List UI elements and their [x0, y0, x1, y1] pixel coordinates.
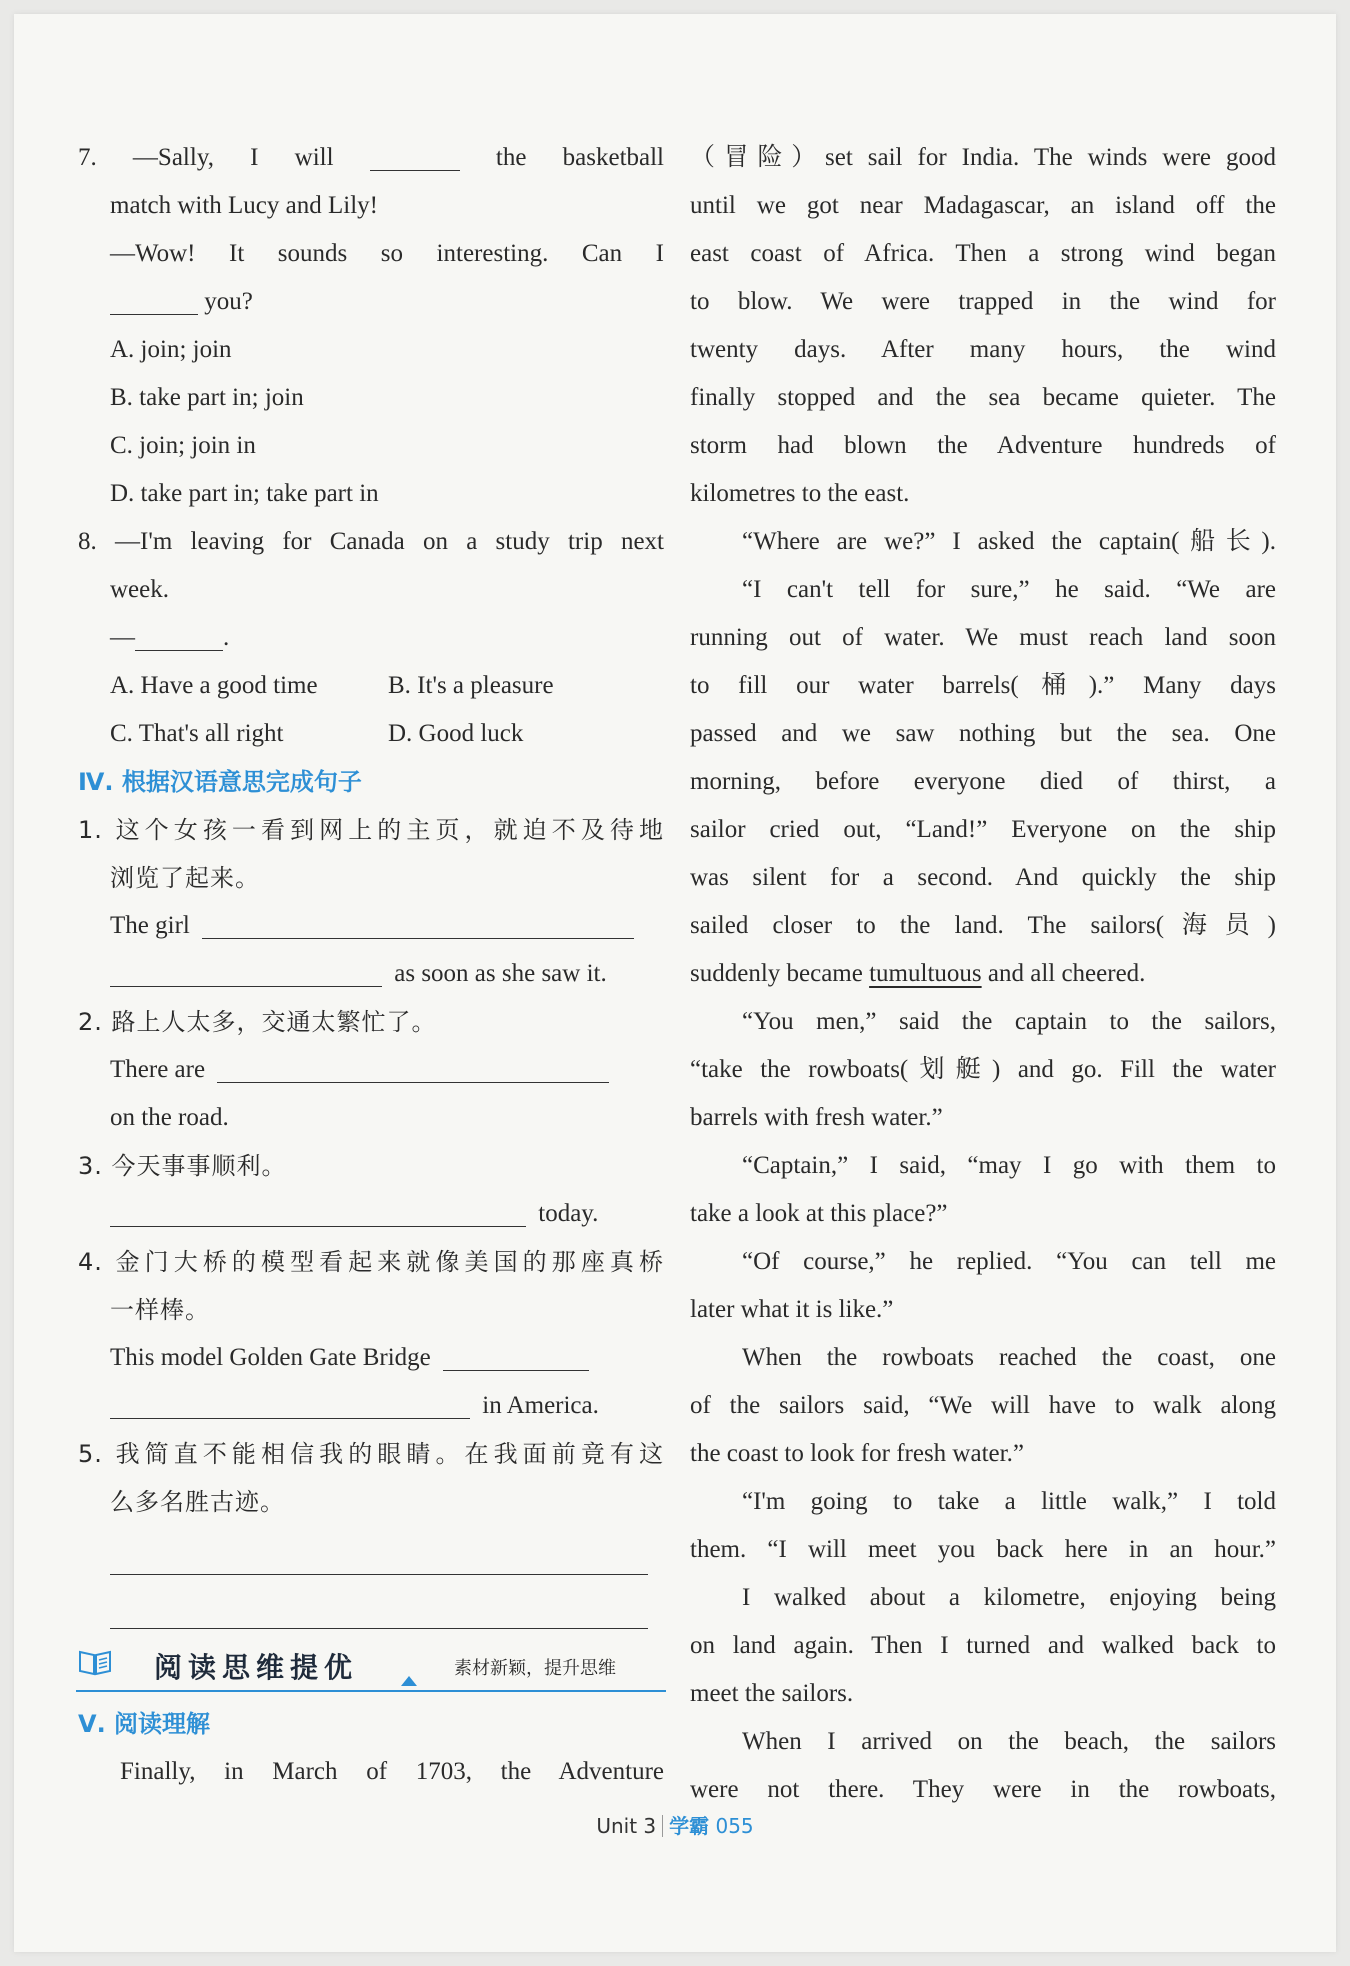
workbook-page — [14, 14, 1336, 1952]
section-4-heading: Ⅳ. 根据汉语意思完成句子 — [78, 768, 362, 796]
book-icon — [78, 1648, 112, 1676]
banner-subtitle: 素材新颖，提升思维 — [454, 1658, 616, 1679]
s4-en-lead: This model Golden Gate Bridge — [110, 1344, 431, 1371]
passage-line: “You men,” said the captain to the sailors, — [742, 1008, 1276, 1035]
q7-blank-1 — [370, 140, 460, 171]
s1-blank-1 — [202, 908, 634, 939]
q7-text-you: you? — [204, 288, 253, 315]
s4-blank-2 — [110, 1388, 470, 1419]
q7-option-d: D. take part in; take part in — [110, 480, 379, 507]
left-column — [78, 134, 664, 1648]
s5-answer-line-2 — [78, 1588, 664, 1648]
passage-line: sailor cried out, “Land!” Everyone on the ship — [690, 816, 1276, 843]
page-number: 055 — [715, 1814, 754, 1838]
passage-first-line: Finally, in March of 1703, the Adventure — [120, 1758, 664, 1785]
q7-blank-2 — [110, 284, 198, 315]
passage-line: finally stopped and the sea became quieter. The — [690, 384, 1276, 411]
passage-line: “I can't tell for sure,” he said. “We are — [742, 576, 1276, 603]
passage-line: storm had blown the Adventure hundreds of — [690, 432, 1276, 459]
s2-en-line-1 — [78, 1046, 664, 1094]
passage-line: meet the sailors. — [690, 1680, 854, 1707]
q8-option-a: A. Have a good time — [110, 672, 318, 699]
q8-line-3 — [78, 614, 664, 662]
passage-line: passed and we saw nothing but the sea. One — [690, 720, 1276, 747]
s2-cn-line: 2. 路上人太多，交通太繁忙了。 — [78, 1008, 437, 1036]
s4-blank-1 — [443, 1340, 589, 1371]
s1-blank-2 — [110, 956, 382, 987]
passage-line: of the sailors said, “We will have to walk along — [690, 1392, 1276, 1419]
footer-unit: Unit 3 — [596, 1814, 657, 1838]
q8-dash: — — [110, 624, 135, 651]
q7-option-b: B. take part in; join — [110, 384, 304, 411]
passage-line: were not there. They were in the rowboats, — [690, 1776, 1276, 1803]
section-5-block — [78, 1700, 664, 1796]
q8-period: . — [223, 624, 230, 651]
passage-line: When I arrived on the beach, the sailors — [742, 1728, 1276, 1755]
q8-line-1: 8. —I'm leaving for Canada on a study trip next — [78, 528, 664, 555]
s1-en-line-1 — [78, 902, 664, 950]
passage-line-tumultuous — [690, 950, 1276, 998]
passage-line: barrels with fresh water.” — [690, 1104, 943, 1131]
page-footer — [14, 1810, 1336, 1839]
passage-line: was silent for a second. And quickly the ship — [690, 864, 1276, 891]
passage-line: the coast to look for fresh water.” — [690, 1440, 1024, 1467]
passage-line: east coast of Africa. Then a strong wind began — [690, 240, 1276, 267]
q8-option-b: B. It's a pleasure — [388, 672, 554, 699]
s5-cn-line-1: 5. 我简直不能相信我的眼睛。在我面前竟有这 — [78, 1440, 664, 1468]
passage-text: and all cheered. — [987, 960, 1146, 987]
s1-en-lead: The girl — [110, 912, 190, 939]
q7-text-a: 7. —Sally, I will — [78, 144, 334, 171]
right-column — [690, 134, 1276, 1814]
passage-line: “I'm going to take a little walk,” I told — [742, 1488, 1276, 1515]
passage-line: on land again. Then I turned and walked back to — [690, 1632, 1276, 1659]
q8-option-d: D. Good luck — [388, 720, 524, 747]
s3-cn-line: 3. 今天事事顺利。 — [78, 1152, 287, 1180]
s1-en-tail: as soon as she saw it. — [394, 960, 607, 987]
passage-line: running out of water. We must reach land soon — [690, 624, 1276, 651]
s5-answer-line-1 — [78, 1526, 664, 1588]
passage-line: them. “I will meet you back here in an hour.” — [690, 1536, 1276, 1563]
s3-en-line — [78, 1190, 664, 1238]
s4-en-line-1 — [78, 1334, 664, 1382]
s3-blank — [110, 1196, 526, 1227]
s4-cn-line-2: 一样棒。 — [110, 1296, 210, 1324]
passage-line: kilometres to the east. — [690, 480, 910, 507]
passage-line: I walked about a kilometre, enjoying being — [742, 1584, 1276, 1611]
q7-option-a: A. join; join — [110, 336, 232, 363]
passage-line: sailed closer to the land. The sailors(海员) — [690, 912, 1276, 939]
passage-line: “take the rowboats(划艇) and go. Fill the water — [690, 1056, 1276, 1083]
passage-line: twenty days. After many hours, the wind — [690, 336, 1276, 363]
s5-cn-line-2: 么多名胜古迹。 — [110, 1488, 285, 1516]
s4-en-line-2 — [78, 1382, 664, 1430]
s2-blank — [217, 1052, 609, 1083]
s2-en-lead: There are — [110, 1056, 206, 1083]
q8-blank — [135, 620, 223, 651]
s1-cn-line-2: 浏览了起来。 — [110, 864, 260, 892]
s2-en-line-2: on the road. — [110, 1104, 229, 1131]
q7-line-1 — [78, 134, 664, 182]
reading-banner — [76, 1640, 666, 1692]
s1-cn-line-1: 1. 这个女孩一看到网上的主页，就迫不及待地 — [78, 816, 664, 844]
footer-brand: 学霸 — [669, 1814, 710, 1838]
section-5-heading: Ⅴ. 阅读理解 — [78, 1710, 211, 1738]
passage-line: “Captain,” I said, “may I go with them to — [742, 1152, 1276, 1179]
q7-text-b: the basketball — [495, 144, 665, 171]
footer-divider — [662, 1815, 663, 1837]
passage-line: “Where are we?” I asked the captain(船长). — [742, 528, 1276, 555]
underlined-word: tumultuous — [869, 960, 982, 987]
q8-options-row-2 — [78, 710, 664, 758]
q7-option-c: C. join; join in — [110, 432, 256, 459]
s4-en-tail: in America. — [482, 1392, 599, 1419]
s1-en-line-2 — [78, 950, 664, 998]
passage-line: later what it is like.” — [690, 1296, 894, 1323]
passage-line: （冒险）set sail for India. The winds were good — [690, 144, 1276, 171]
q8-line-2: week. — [110, 576, 169, 603]
q7-line-2: match with Lucy and Lily! — [110, 192, 378, 219]
passage-line: When the rowboats reached the coast, one — [742, 1344, 1276, 1371]
passage-line: “Of course,” he replied. “You can tell me — [742, 1248, 1276, 1275]
passage-line: morning, before everyone died of thirst, a — [690, 768, 1276, 795]
q8-option-c: C. That's all right — [110, 720, 284, 747]
s3-en-tail: today. — [538, 1200, 599, 1227]
banner-title: 阅读思维提优 — [154, 1651, 359, 1684]
banner-triangle-marker — [401, 1676, 417, 1686]
s4-cn-line-1: 4. 金门大桥的模型看起来就像美国的那座真桥 — [78, 1248, 664, 1276]
passage-line: to blow. We were trapped in the wind for — [690, 288, 1276, 315]
q8-options-row-1 — [78, 662, 664, 710]
q7-line-3: —Wow! It sounds so interesting. Can I — [110, 240, 664, 267]
passage-text: suddenly became — [690, 960, 863, 987]
passage-line: to fill our water barrels(桶).” Many days — [690, 672, 1276, 699]
q7-line-4 — [78, 278, 664, 326]
s5-blank-1 — [110, 1544, 648, 1575]
passage-line: take a look at this place?” — [690, 1200, 948, 1227]
passage-line: until we got near Madagascar, an island off the — [690, 192, 1276, 219]
s5-blank-2 — [110, 1598, 648, 1629]
